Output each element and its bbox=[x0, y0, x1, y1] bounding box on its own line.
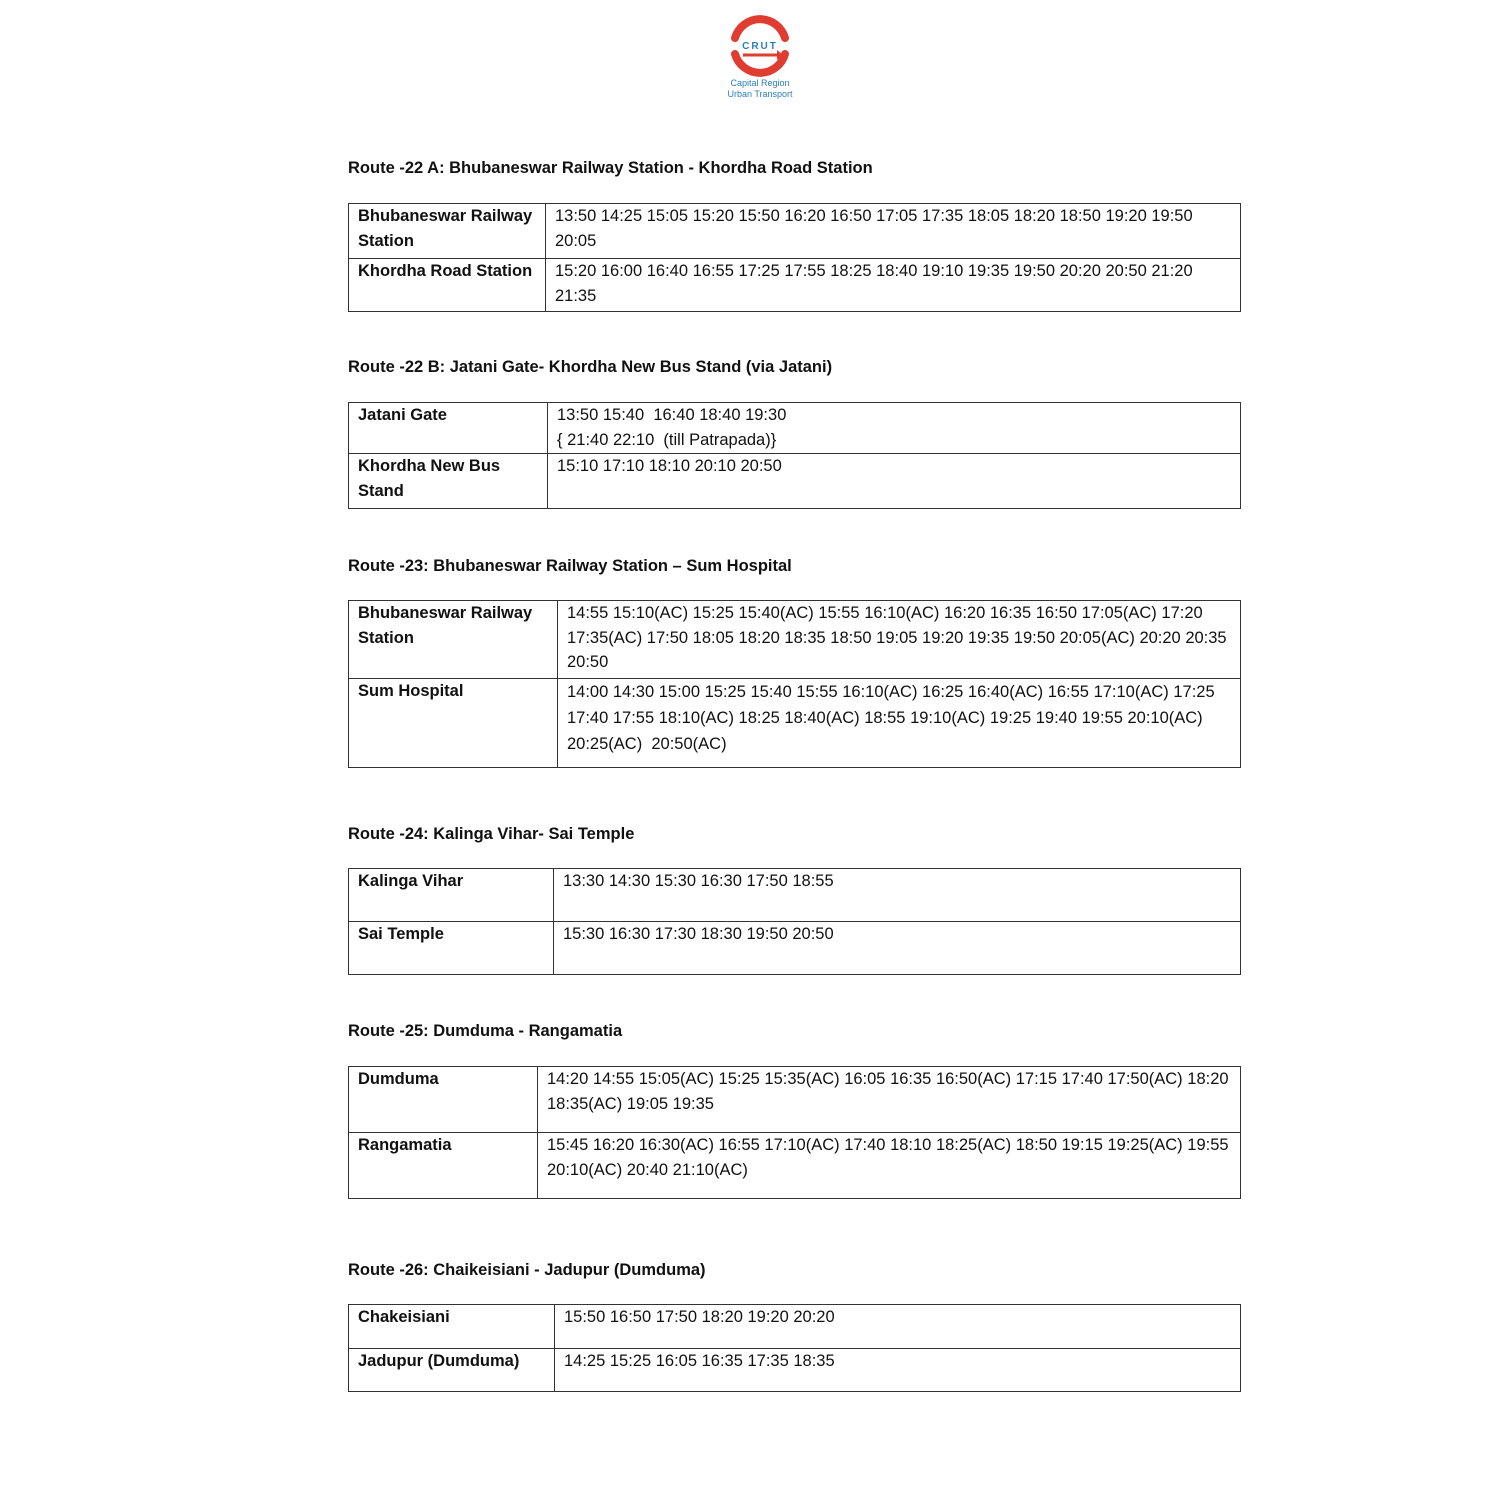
departure-times: 14:00 14:30 15:00 15:25 15:40 15:55 16:10(AC) 16:25 16:40(AC) 16:55 17:10(AC) 17:25 17:40 17:55 18:10(AC) 18:25 18:40(AC) 18:55 19:10(AC) 19:25 19:40 19:55 20:10(AC) 20:25(AC) 20:50(AC) bbox=[558, 679, 1241, 768]
stop-name: Bhubaneswar Railway Station bbox=[349, 601, 558, 679]
table-row bbox=[349, 454, 1241, 509]
table-row bbox=[349, 1305, 1241, 1349]
timetable bbox=[348, 1304, 1241, 1392]
stop-name: Kalinga Vihar bbox=[349, 869, 554, 922]
timetable bbox=[348, 1066, 1241, 1199]
table-row bbox=[349, 1349, 1241, 1392]
table-row bbox=[349, 1067, 1241, 1133]
table-row bbox=[349, 259, 1241, 312]
stop-name: Chakeisiani bbox=[349, 1305, 555, 1349]
departure-times: 13:50 15:40 16:40 18:40 19:30 { 21:40 22:10 (till Patrapada)} bbox=[548, 403, 1241, 454]
departure-times: 14:20 14:55 15:05(AC) 15:25 15:35(AC) 16:05 16:35 16:50(AC) 17:15 17:40 17:50(AC) 18:20 18:35(AC) 19:05 19:35 bbox=[538, 1067, 1241, 1133]
departure-times: 15:45 16:20 16:30(AC) 16:55 17:10(AC) 17:40 18:10 18:25(AC) 18:50 19:15 19:25(AC) 19:55 20:10(AC) 20:40 21:10(AC) bbox=[538, 1133, 1241, 1199]
route-title: Route -25: Dumduma - Rangamatia bbox=[348, 1022, 623, 1040]
route-title: Route -22 A: Bhubaneswar Railway Station - Khordha Road Station bbox=[348, 159, 873, 177]
stop-name: Dumduma bbox=[349, 1067, 538, 1133]
timetable bbox=[348, 868, 1241, 975]
departure-times: 15:30 16:30 17:30 18:30 19:50 20:50 bbox=[554, 922, 1241, 975]
logo-badge-text: CRUT bbox=[742, 41, 778, 52]
timetable bbox=[348, 600, 1241, 768]
departure-times: 15:50 16:50 17:50 18:20 19:20 20:20 bbox=[555, 1305, 1241, 1349]
table-row bbox=[349, 922, 1241, 975]
departure-times: 13:50 14:25 15:05 15:20 15:50 16:20 16:50 17:05 17:35 18:05 18:20 18:50 19:20 19:50 20:05 bbox=[546, 204, 1241, 259]
stop-name: Khordha New Bus Stand bbox=[349, 454, 548, 509]
route-title: Route -23: Bhubaneswar Railway Station – Sum Hospital bbox=[348, 557, 792, 575]
table-row bbox=[349, 204, 1241, 259]
stop-name: Khordha Road Station bbox=[349, 259, 546, 312]
table-row bbox=[349, 1133, 1241, 1199]
crut-logo-icon bbox=[727, 12, 793, 78]
departure-times: 13:30 14:30 15:30 16:30 17:50 18:55 bbox=[554, 869, 1241, 922]
departure-times: 15:20 16:00 16:40 16:55 17:25 17:55 18:25 18:40 19:10 19:35 19:50 20:20 20:50 21:20 21:35 bbox=[546, 259, 1241, 312]
crut-logo bbox=[722, 12, 798, 106]
stop-name: Sum Hospital bbox=[349, 679, 558, 768]
departure-times: 15:10 17:10 18:10 20:10 20:50 bbox=[548, 454, 1241, 509]
stop-name: Rangamatia bbox=[349, 1133, 538, 1199]
route-title: Route -26: Chaikeisiani - Jadupur (Dumduma) bbox=[348, 1261, 706, 1279]
table-row bbox=[349, 869, 1241, 922]
departure-times: 14:55 15:10(AC) 15:25 15:40(AC) 15:55 16:10(AC) 16:20 16:35 16:50 17:05(AC) 17:20 17:35(AC) 17:50 18:05 18:20 18:35 18:50 19:05 19:20 19:35 19:50 20:05(AC) 20:20 20:35 20:50 bbox=[558, 601, 1241, 679]
route-title: Route -22 B: Jatani Gate- Khordha New Bus Stand (via Jatani) bbox=[348, 358, 833, 376]
table-row bbox=[349, 403, 1241, 454]
stop-name: Bhubaneswar Railway Station bbox=[349, 204, 546, 259]
departure-times: 14:25 15:25 16:05 16:35 17:35 18:35 bbox=[555, 1349, 1241, 1392]
table-row bbox=[349, 679, 1241, 768]
table-row bbox=[349, 601, 1241, 679]
logo-line-2: Urban Transport bbox=[727, 89, 793, 99]
timetable bbox=[348, 402, 1241, 509]
route-title: Route -24: Kalinga Vihar- Sai Temple bbox=[348, 825, 635, 843]
logo-line-1: Capital Region bbox=[730, 78, 790, 88]
stop-name: Jatani Gate bbox=[349, 403, 548, 454]
stop-name: Sai Temple bbox=[349, 922, 554, 975]
timetable bbox=[348, 203, 1241, 312]
stop-name: Jadupur (Dumduma) bbox=[349, 1349, 555, 1392]
